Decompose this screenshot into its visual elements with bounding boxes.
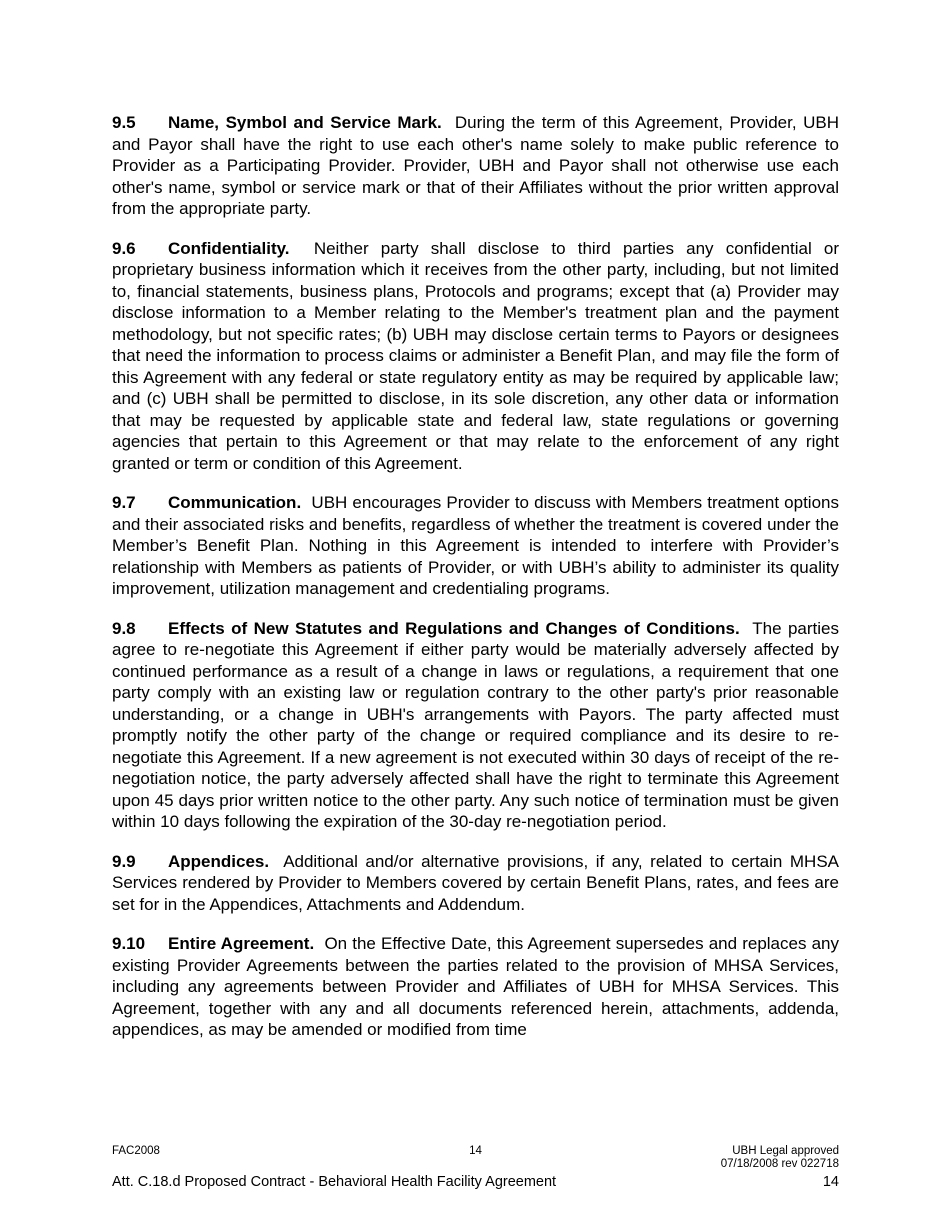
attachment-page-number: 14 <box>822 1174 839 1190</box>
section-number: 9.5 <box>112 113 136 132</box>
section-heading: Effects of New Statutes and Regulations and Changes of Conditions. <box>168 618 740 638</box>
section-heading: Appendices. <box>168 851 270 871</box>
section-text: Neither party shall disclose to third parties any confidential or proprietary business information which it receives from the other party, including, but not limited to, financial statements, business plans, Protocols and programs; except that (a) Provider may disclose information to a Member relating to the Member's treatment plan and the payment methodology, but not specific rates; (b) UBH may disclose certain terms to Payors or designees that need the information to process claims or administer a Benefit Plan, and may file the form of this Agreement with any federal or state regulatory entity as may be required by applicable law; and (c) UBH shall be permitted to disclose, in its sole discretion, any other data or information that may be requested by applicable state and federal law, state regulations or governing agencies that pertain to this Agreement or that may relate to the enforcement of any right granted or term or condition of this Agreement. <box>112 238 839 473</box>
section-number: 9.9 <box>112 851 136 871</box>
section-text: Additional and/or alternative provisions, if any, related to certain MHSA Services rendered by Provider to Members covered by certain Benefit Plans, rates, and fees are set for in the Appendices, Attachments and Addendum. <box>112 851 839 914</box>
section-heading: Entire Agreement. <box>168 934 315 953</box>
document-body <box>112 112 839 1059</box>
section-text: UBH encourages Provider to discuss with Members treatment options and their associated risks and benefits, regardless of whether the treatment is covered under the Member’s Benefit Plan. Nothing in this Agreement is intended to interfere with Provider’s relationship with Members as patients of Provider, or with UBH’s ability to administer its quality improvement, utilization management and credentialing programs. <box>112 493 839 598</box>
section-text: The parties agree to re-negotiate this Agreement if either party would be materially adversely affected by continued performance as a result of a change in laws or regulations, a requirement that one party comply with an existing law or regulation contrary to the other party's prior reasonable understanding, or a change in UBH's arrangements with Payors. The party affected must promptly notify the other party of the change or required compliance and its desire to re-negotiate this Agreement. If a new agreement is not executed within 30 days of receipt of the re-negotiation notice, the party adversely affected shall have the right to terminate this Agreement upon 45 days prior written notice to the other party. Any such notice of termination must be given within 10 days following the expiration of the 30-day re-negotiation period. <box>112 618 839 831</box>
section-9-6 <box>112 238 839 475</box>
section-9-8 <box>112 618 839 833</box>
section-text: During the term of this Agreement, Provider, UBH and Payor shall have the right to use each other's name solely to make public reference to Provider as a Participating Provider. Provider, UBH and Payor shall not otherwise use each other's name, symbol or service mark or that of their Affiliates without the prior written approval from the appropriate party. <box>112 113 839 218</box>
section-number: 9.10 <box>112 934 146 953</box>
section-heading: Communication. <box>168 493 302 512</box>
section-9-7 <box>112 492 839 600</box>
section-9-9 <box>112 851 839 916</box>
attachment-title: Att. C.18.d Proposed Contract - Behavioral Health Facility Agreement <box>112 1174 557 1190</box>
section-text: On the Effective Date, this Agreement supersedes and replaces any existing Provider Agreements between the parties related to the provision of MHSA Services, including any agreements between Provider and Affiliates of UBH for MHSA Services. This Agreement, together with any and all documents referenced herein, attachments, addenda, appendices, as may be amended or modified from time <box>112 934 839 1039</box>
section-heading: Name, Symbol and Service Mark. <box>168 113 442 132</box>
section-heading: Confidentiality. <box>168 238 290 258</box>
page-footer <box>112 1145 839 1173</box>
footer-approval-line2: 07/18/2008 rev 022718 <box>720 1158 839 1170</box>
section-number: 9.6 <box>112 238 136 258</box>
section-number: 9.8 <box>112 618 136 638</box>
attachment-footer <box>112 1173 839 1191</box>
section-9-5 <box>112 112 839 220</box>
section-number: 9.7 <box>112 493 136 512</box>
footer-page-number: 14 <box>469 1145 482 1157</box>
footer-form-code: FAC2008 <box>112 1145 160 1157</box>
footer-approval-line1: UBH Legal approved <box>732 1145 839 1157</box>
footer-approval <box>721 1145 839 1171</box>
section-9-10 <box>112 933 839 1041</box>
